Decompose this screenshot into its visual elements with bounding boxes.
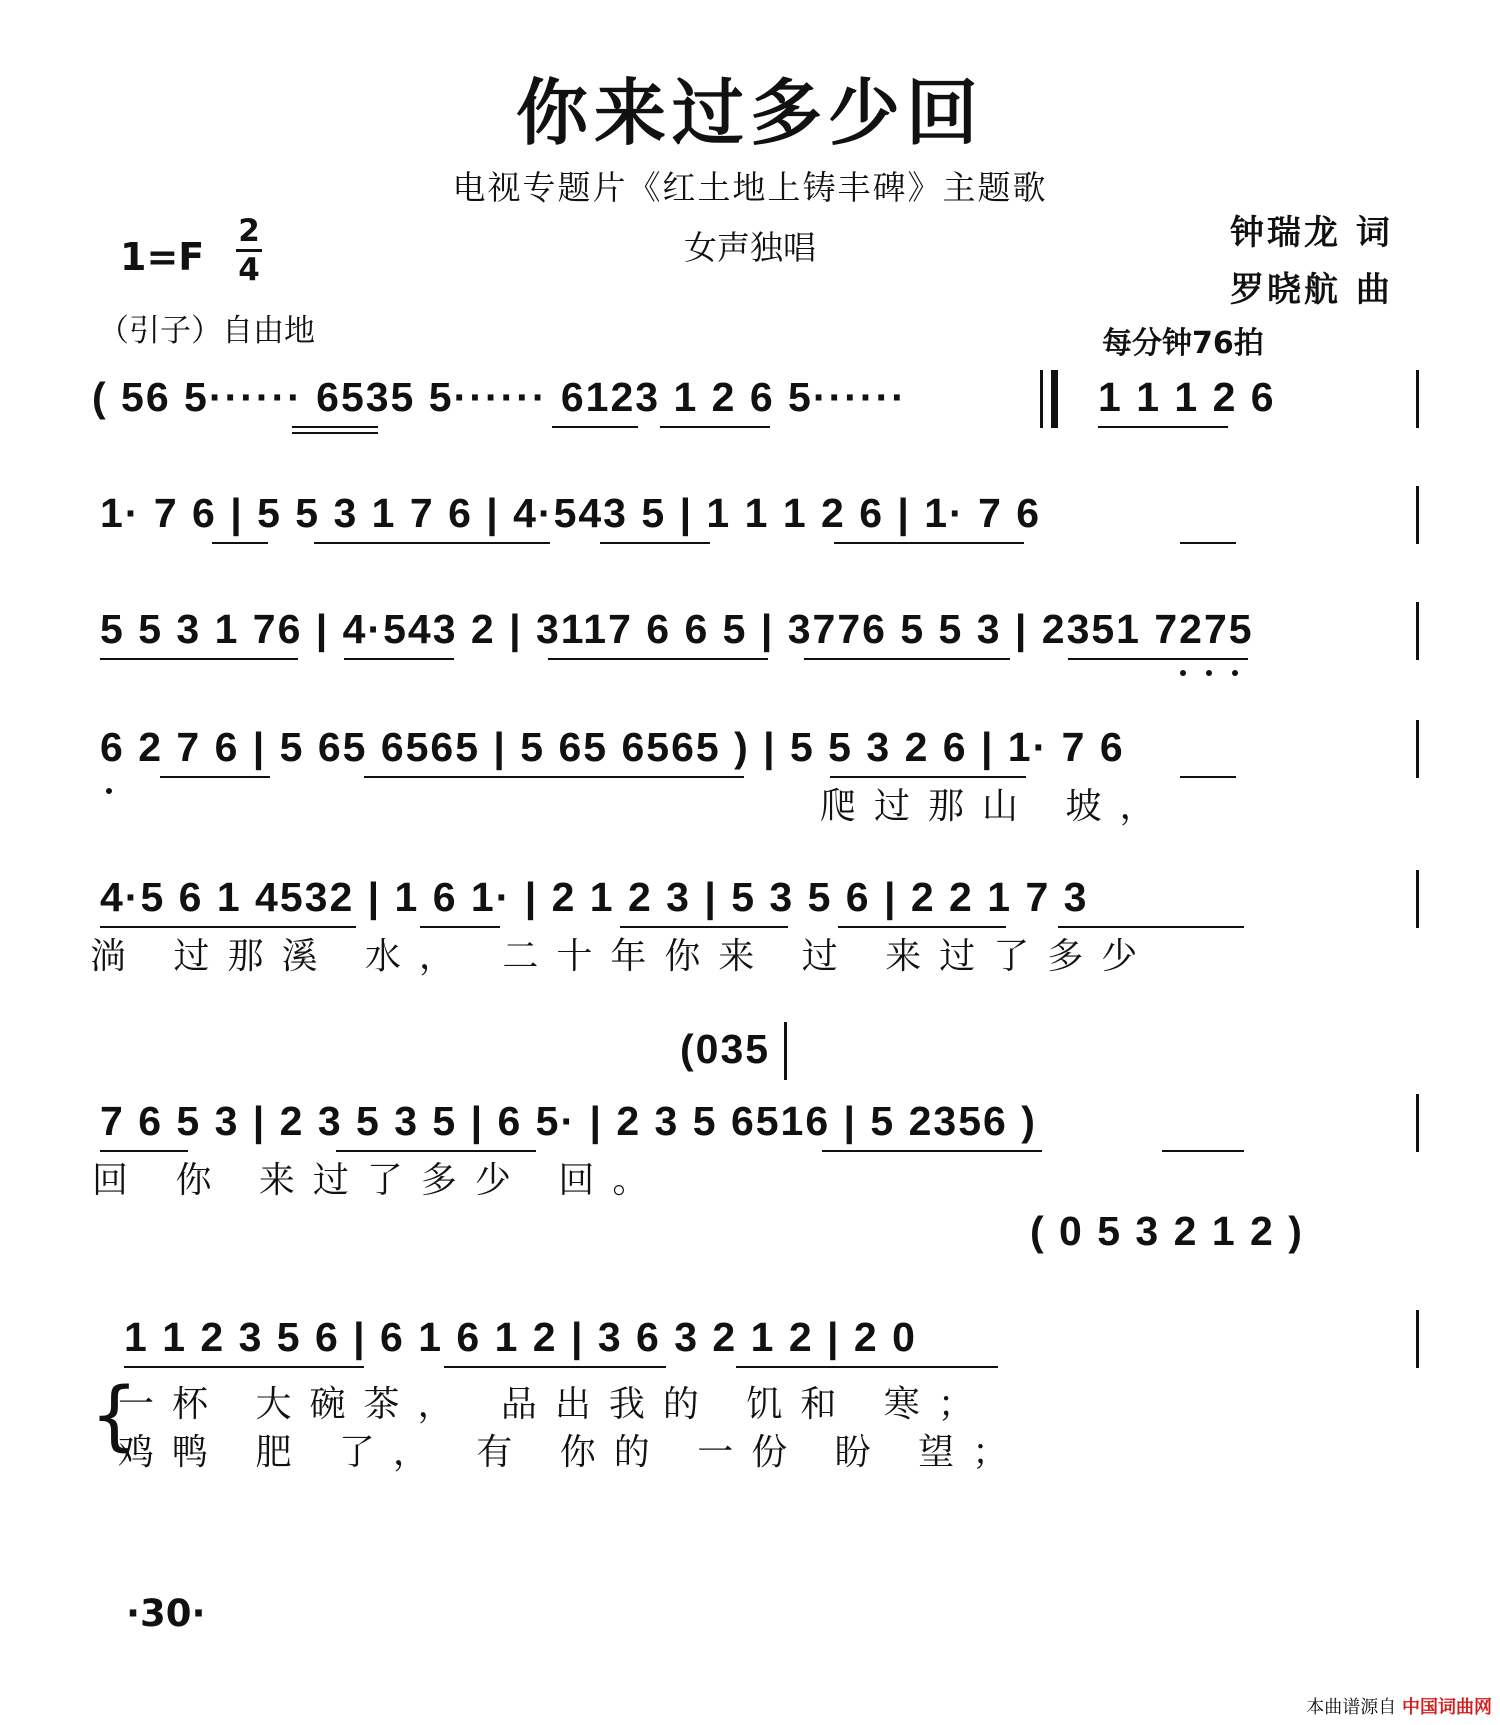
key-signature: 1=F [120,235,205,279]
low-octave-dot [1206,670,1212,676]
source-watermark[interactable] [1306,1693,1492,1719]
time-denominator: 4 [238,252,260,288]
low-octave-dot [106,788,112,794]
page-number: ·30· [126,1592,206,1635]
underline [804,658,1010,660]
notation-text: 5 5 3 1 76 | 4·543 2 | 3117 6 6 5 | 3776 5 5 3 | 2351 7275 [100,606,1254,652]
notation-text: 1 1 1 2 6 [1098,374,1276,420]
underline [124,1366,364,1368]
verse-brace: { [90,1370,139,1459]
notation-text: 6 2 7 6 | 5 65 6565 | 5 65 6565 ) | 5 5 3 2 6 | 1· 7 6 [100,724,1125,770]
low-octave-dot [1232,670,1238,676]
lyricist-credit: 钟瑞龙 词 [1230,213,1393,253]
underline [834,542,1024,544]
notation-text: (035 [680,1026,771,1072]
tempo-marking: 每分钟76拍 [1102,326,1264,361]
barline [1416,602,1419,660]
notation-text: ( 0 5 3 2 1 2 ) [1030,1208,1304,1254]
barline [784,1022,787,1080]
underline [212,542,268,544]
composer-credit: 罗晓航 曲 [1230,270,1393,310]
notation-text: 1· 7 6 | 5 5 3 1 7 6 | 4·543 5 | 1 1 1 2 6 | 1· 7 6 [100,490,1042,536]
lyric-line: 淌 过那溪 水， 二十年你来 过 来过了多少 [90,936,1156,977]
underline [100,658,298,660]
notation-text: 7 6 5 3 | 2 3 5 3 5 | 6 5· | 2 3 5 6516 | 5 2356 ) [100,1098,1037,1144]
underline [292,432,378,434]
barline [1416,1094,1419,1152]
notation-text: 1 1 2 3 5 6 | 6 1 6 1 2 | 3 6 3 2 1 2 | 2 0 [124,1314,917,1360]
underline [660,426,770,428]
barline [1416,486,1419,544]
song-title: 你来过多少回 [515,70,984,155]
underline [1180,542,1236,544]
underline [822,1150,1042,1152]
barline [1416,1310,1419,1368]
underline [1180,776,1236,778]
barline [1416,720,1419,778]
time-signature [236,213,262,288]
barline [1416,370,1419,428]
underline [548,658,768,660]
underline [314,542,550,544]
underline [344,658,454,660]
low-octave-dot [1180,670,1186,676]
verse-line-1: 一杯 大碗茶， 品出我的 饥和 寒； [118,1384,992,1425]
lyric-line: 回 你 来过了多少 回。 [92,1160,667,1201]
underline [364,776,744,778]
underline [160,776,270,778]
underline [444,1366,666,1368]
lyric-line: 爬过那山 坡， [820,786,1174,827]
song-subtitle: 电视专题片《红土地上铸丰碑》主题歌 [452,168,1048,207]
notation-text: 4·5 6 1 4532 | 1 6 1· | 2 1 2 3 | 5 3 5 6 | 2 2 1 7 3 [100,874,1089,920]
notation-text: ( 56 5······ 6535 5······ 6123 1 2 6 5······ [92,374,907,420]
repeat-start-barline [1040,370,1058,428]
underline [292,426,378,428]
underline [600,542,710,544]
source-site-link[interactable]: 中国词曲网 [1402,1697,1492,1718]
underline [552,426,638,428]
time-numerator: 2 [238,213,260,249]
underline [1068,658,1248,660]
source-label: 本曲谱源自 [1306,1697,1397,1718]
underline [1162,1150,1244,1152]
underline [1098,426,1228,428]
verse-line-2: 鸡鸭 肥 了， 有 你的 一份 盼 望； [118,1432,1027,1473]
barline [1416,870,1419,928]
intro-instruction: （引子）自由地 [98,313,315,349]
underline [736,1366,998,1368]
performer-label: 女声独唱 [684,228,816,267]
